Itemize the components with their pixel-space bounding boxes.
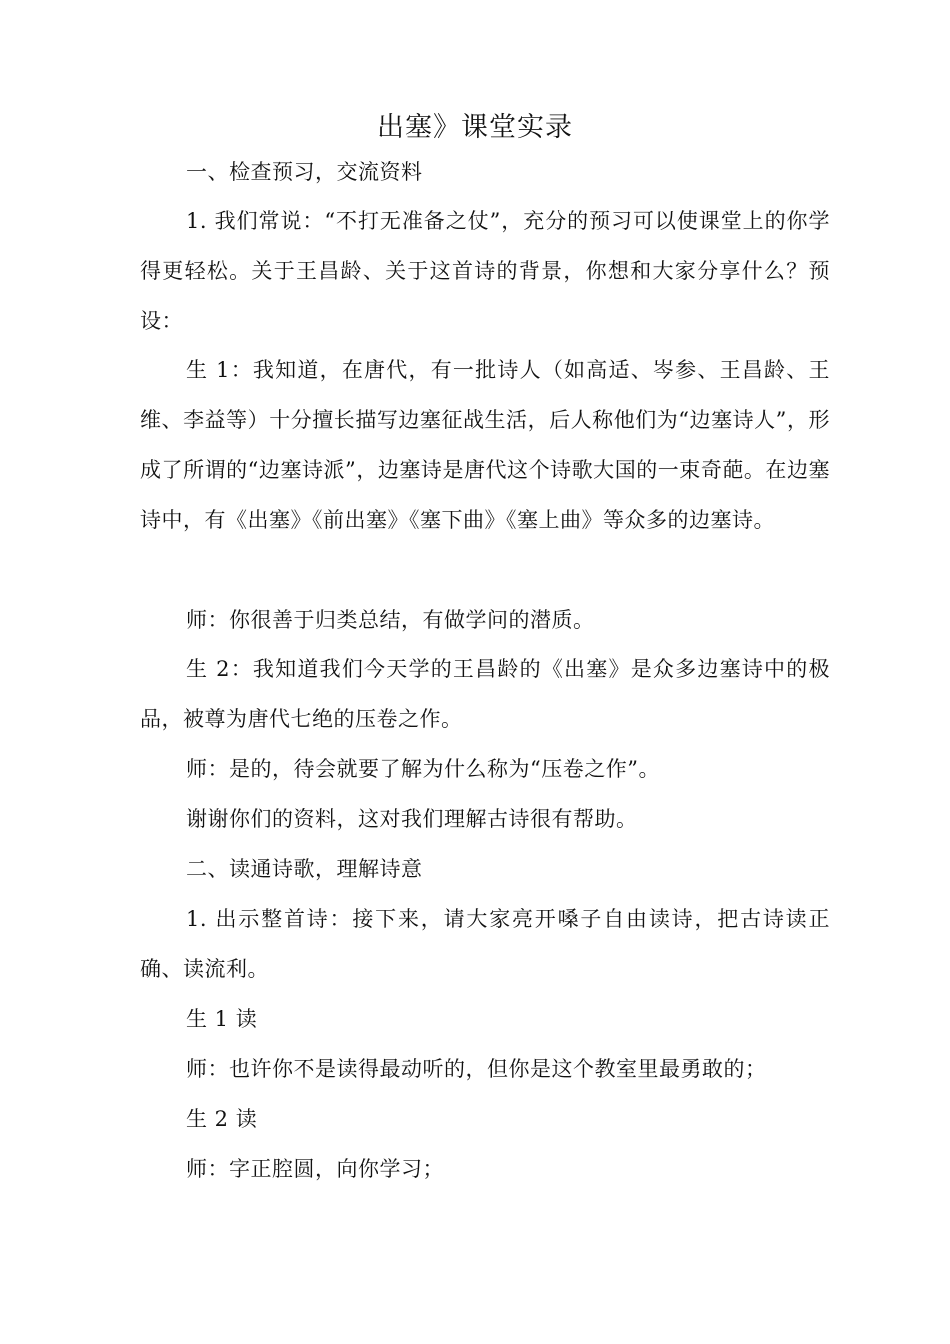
paragraph: 1. 我们常说：“不打无准备之仗”，充分的预习可以使课堂上的你学得更轻松。关于王昌龄、关于这首诗的背景，你想和大家分享什么？预设： xyxy=(140,209,830,333)
paragraph: 师：字正腔圆，向你学习； xyxy=(186,1157,444,1181)
document-title: 出塞》课堂实录 xyxy=(377,112,573,143)
section-heading-2: 二、读通诗歌，理解诗意 xyxy=(186,857,423,881)
paragraph: 生 1：我知道，在唐代，有一批诗人（如高适、岑参、王昌龄、王维、李益等）十分擅长描写边塞征战生活，后人称他们为“边塞诗人”，形成了所谓的“边塞诗派”，边塞诗是唐代这个诗歌大国的一束奇葩。在边塞诗中，有《出塞》《前出塞》《塞下曲》《塞上曲》等众多的边塞诗。 xyxy=(140,358,830,532)
paragraph: 师：你很善于归类总结，有做学问的潜质。 xyxy=(186,608,595,632)
paragraph: 生 2 读 xyxy=(186,1107,258,1131)
paragraph: 1. 出示整首诗：接下来，请大家亮开嗓子自由读诗，把古诗读正确、读流利。 xyxy=(140,907,830,981)
paragraph: 生 2：我知道我们今天学的王昌龄的《出塞》是众多边塞诗中的极品，被尊为唐代七绝的压卷之作。 xyxy=(140,657,830,731)
section-heading-1: 一、检查预习，交流资料 xyxy=(186,160,423,184)
paragraph: 师：是的，待会就要了解为什么称为“压卷之作”。 xyxy=(186,757,660,781)
paragraph: 谢谢你们的资料，这对我们理解古诗很有帮助。 xyxy=(186,807,638,831)
paragraph: 师：也许你不是读得最动听的，但你是这个教室里最勇敢的； xyxy=(186,1057,767,1081)
paragraph: 生 1 读 xyxy=(186,1007,258,1031)
